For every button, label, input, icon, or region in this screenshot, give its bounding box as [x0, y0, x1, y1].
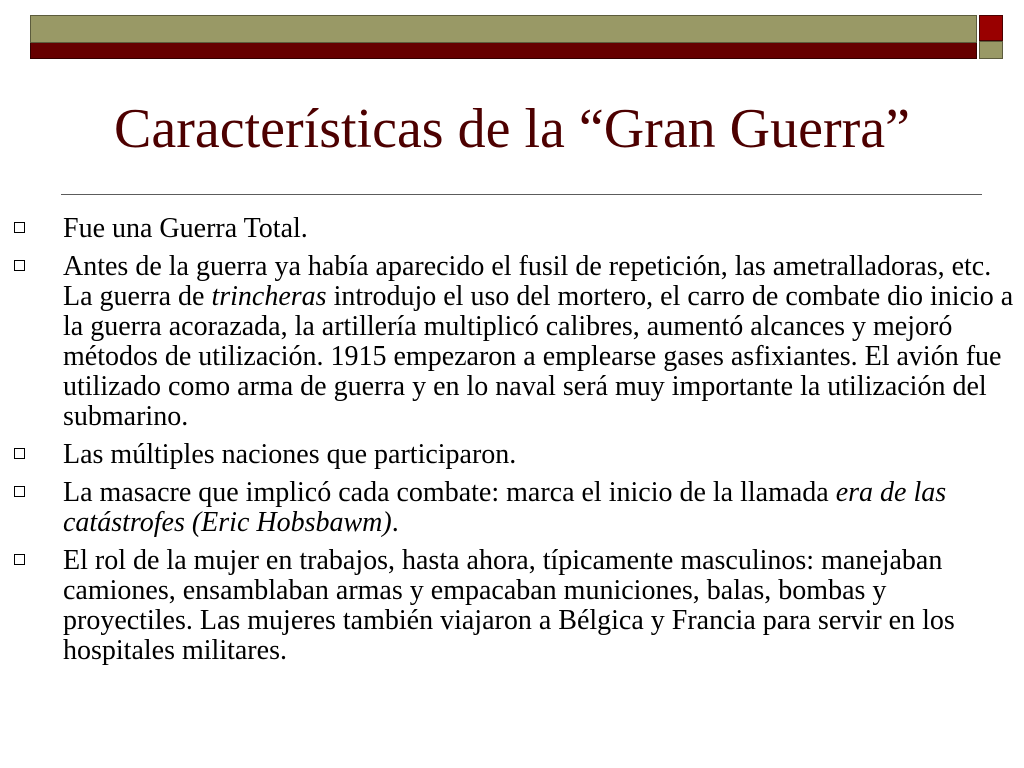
square-bullet-icon [14, 260, 25, 271]
square-bullet-icon [14, 448, 25, 459]
square-bullet-icon [14, 222, 25, 233]
bullet-item [0, 478, 1024, 538]
square-bullet-icon [14, 486, 25, 497]
bullet-text-tail: . [391, 507, 399, 538]
square-bullet-icon [14, 554, 25, 565]
bullet-item [0, 252, 1024, 432]
corner-square-olive [979, 41, 1003, 59]
corner-square-red [979, 15, 1003, 41]
bullet-item [0, 546, 1024, 666]
header-band-olive [30, 15, 977, 43]
bullet-list [0, 214, 1024, 674]
bullet-item [0, 214, 1024, 244]
bullet-item [0, 440, 1024, 470]
bullet-text-tail: introdujo el uso del mortero, el carro de combate dio inicio a la guerra acorazada, la artillería multiplicó calibres, aumentó alcances y mejoró métodos de utilización. 1915 empezaron a emplearse gases asfixiantes. El avión fue utilizado como arma de guerra y en lo naval será muy importante la utilización del submarino. [63, 281, 1014, 432]
header-band-maroon [30, 43, 977, 59]
bullet-text: Fue una Guerra Total. [63, 213, 308, 244]
title-divider [61, 194, 982, 195]
bullet-text: Las múltiples naciones que participaron. [63, 439, 517, 470]
bullet-emphasis: trincheras [211, 281, 327, 312]
bullet-text: Antes de la guerra ya había aparecido el fusil de repetición, las ametralladoras, etc. La guerra de [63, 251, 992, 312]
bullet-text: El rol de la mujer en trabajos, hasta ahora, típicamente masculinos: manejaban camiones, ensamblaban armas y empacaban municiones, balas, bombas y proyectiles. Las mujeres también viajaron a Bélgica y Francia para servir en los hospitales militares. [63, 545, 955, 666]
bullet-text: La masacre que implicó cada combate: marca el inicio de la llamada [63, 477, 836, 508]
header-decoration-band [30, 15, 977, 59]
slide-title: Características de la “Gran Guerra” [114, 98, 910, 160]
bullet-emphasis: era de las catástrofes (Eric Hobsbawm) [63, 477, 947, 538]
